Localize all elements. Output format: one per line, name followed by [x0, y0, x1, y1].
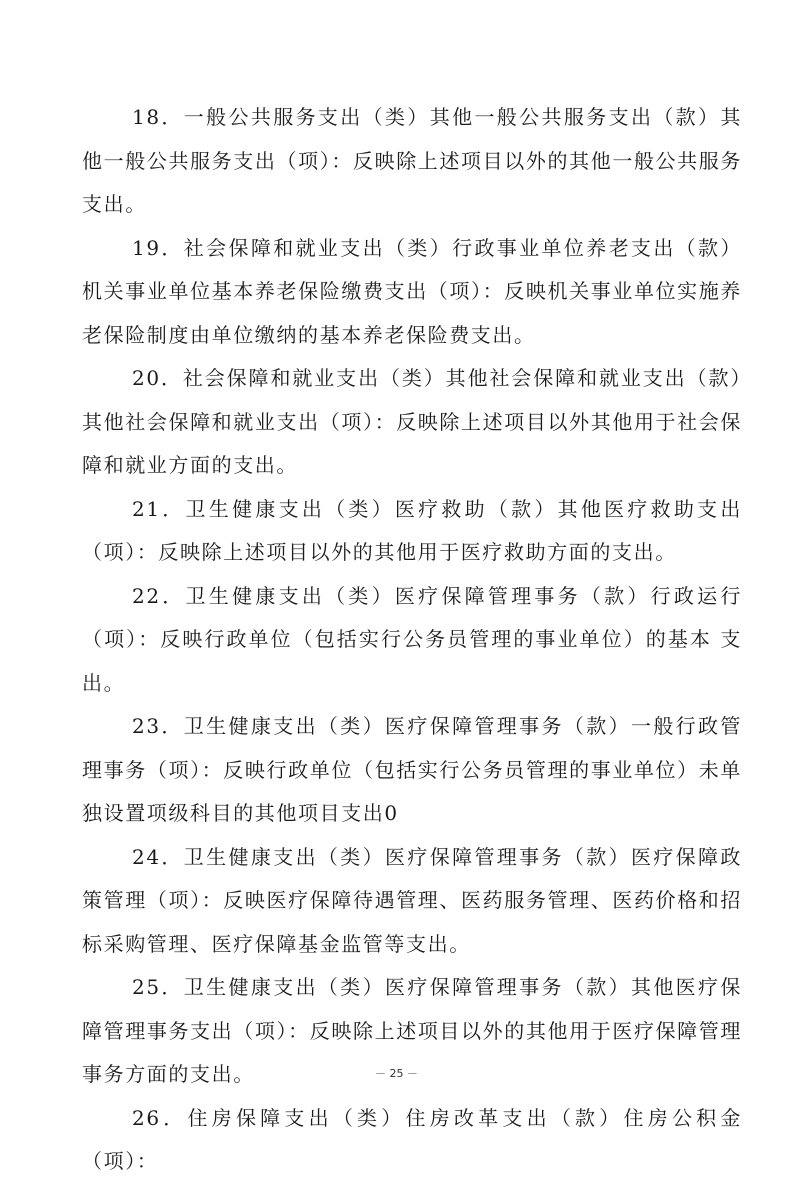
paragraph-24: 24．卫生健康支出（类）医疗保障管理事务（款）医疗保障政策管理（项）：反映医疗保障待遇管理、医药服务管理、医药价格和招标采购管理、医疗保障基金监管等支出。: [82, 844, 742, 956]
paragraph-21: 21．卫生健康支出（类）医疗救助（款）其他医疗救助支出（项）：反映除上述项目以外的其他用于医疗救助方面的支出。: [82, 496, 742, 564]
paragraph-18: 18．一般公共服务支出（类）其他一般公共服务支出（款）其他一般公共服务支出（项）：反映除上述项目以外的其他一般公共服务支出。: [82, 105, 742, 216]
paragraph-23: 23．卫生健康支出（类）医疗保障管理事务（款）一般行政管理事务（项）：反映行政单位（包括实行公务员管理的事业单位）未单独设置项级科目的其他项目支出0: [82, 714, 742, 825]
document-body: [82, 96, 742, 1184]
paragraph-26: 26．住房保障支出（类）住房改革支出（款）住房公积金（项）：: [82, 1105, 742, 1173]
page-number: － 25 －: [375, 1067, 418, 1080]
paragraph-19: 19．社会保障和就业支出（类）行政事业单位养老支出（款）机关事业单位基本养老保险缴费支出（项）：反映机关事业单位实施养老保险制度由单位缴纳的基本养老保险费支出。: [82, 235, 742, 347]
paragraph-25: 25．卫生健康支出（类）医疗保障管理事务（款）其他医疗保障管理事务支出（项）：反映除上述项目以外的其他用于医疗保障管理事务方面的支出。: [82, 975, 742, 1086]
paragraph-22: 22．卫生健康支出（类）医疗保障管理事务（款）行政运行（项）：反映行政单位（包括实行公务员管理的事业单位）的基本 支出。: [82, 583, 742, 695]
paragraph-20: 20．社会保障和就业支出（类）其他社会保障和就业支出（款）其他社会保障和就业支出（项）：反映除上述项目以外其他用于社会保障和就业方面的支出。: [82, 366, 742, 477]
